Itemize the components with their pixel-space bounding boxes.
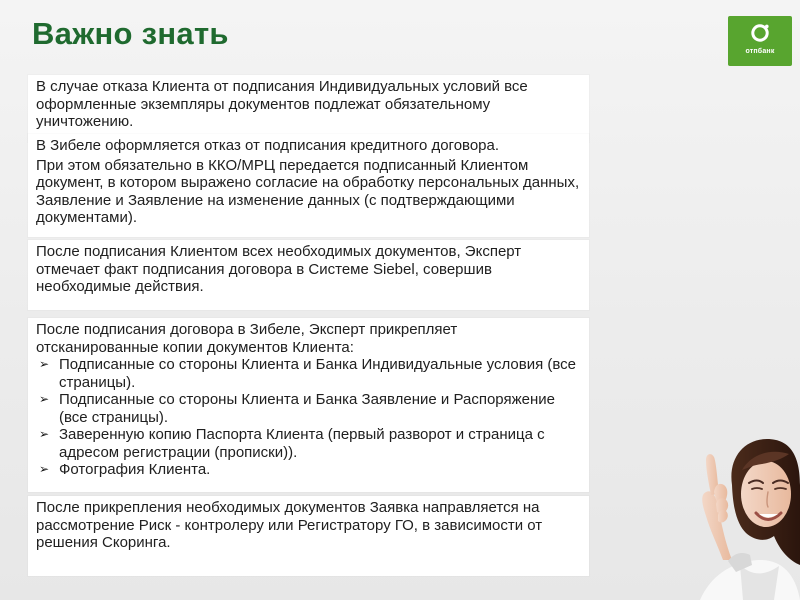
list-item: ➢ Подписанные со стороны Клиента и Банка Индивидуальные условия (все страницы). [36, 356, 581, 391]
scan-documents-box [28, 318, 589, 492]
smiling-woman-pointing-up-icon [640, 415, 800, 600]
refusal-note-box [28, 75, 589, 142]
page-title: Важно знать [32, 16, 229, 51]
otp-bank-logo-icon [748, 21, 772, 45]
logo-text: отпбанк [745, 48, 775, 55]
final-note-text: После прикрепления необходимых документов Заявка направляется на рассмотрение Риск - контролеру или Регистратору ГО, в зависимости от решения Скоринга. [36, 499, 543, 551]
logo [728, 16, 792, 66]
siebel-note-text: После подписания Клиентом всех необходимых документов, Эксперт отмечает факт подписания договора в Системе Siebel, совершив необходимые действия. [36, 243, 522, 295]
final-note-box [28, 496, 589, 576]
zibel-refusal-detail: При этом обязательно в ККО/МРЦ передается подписанный Клиентом документ, в котором выражено согласие на обработку персональных данных, Заявление и Заявление на изменение данных (с подтверждающими документами). [36, 156, 580, 226]
scan-documents-list [36, 356, 581, 479]
zibel-refusal-intro: В Зибеле оформляется отказ от подписания кредитного договора. [36, 137, 500, 154]
refusal-note-text: В случае отказа Клиента от подписания Индивидуальных условий все оформленные экземпляры документов подлежат обязательному уничтожению. [36, 78, 528, 130]
list-item: ➢ Подписанные со стороны Клиента и Банка Заявление и Распоряжение (все страницы). [36, 391, 581, 426]
zibel-refusal-box [28, 134, 589, 237]
list-item: ➢ Заверенную копию Паспорта Клиента (первый разворот и страница с адресом регистрации (прописки)). [36, 426, 581, 461]
scan-intro-text: После подписания договора в Зибеле, Эксперт прикрепляет отсканированные копии документов Клиента: [36, 321, 458, 356]
siebel-note-box [28, 240, 589, 310]
list-item: ➢ Фотография Клиента. [36, 461, 581, 479]
